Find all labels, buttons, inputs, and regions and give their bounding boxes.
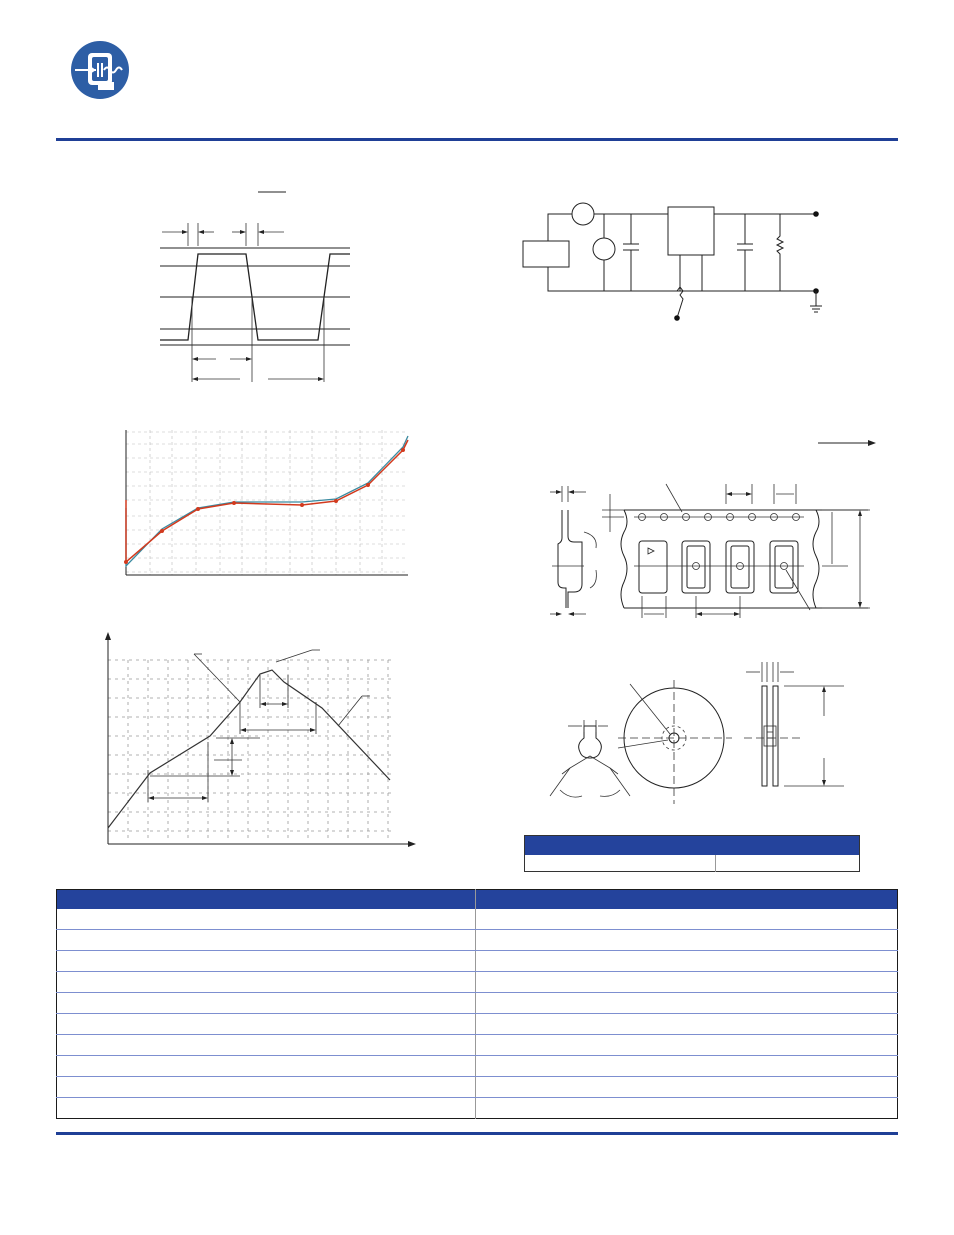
table-cell (476, 972, 898, 993)
table-cell (57, 1098, 476, 1119)
table-row (57, 1098, 898, 1119)
table-row (57, 909, 898, 930)
table-row (57, 993, 898, 1014)
table-row (57, 951, 898, 972)
waveform-diagram (150, 190, 360, 390)
table-header-cell (525, 836, 716, 856)
table-cell (476, 1035, 898, 1056)
table-header-cell (715, 836, 860, 856)
table-cell (476, 1077, 898, 1098)
crystal-oscillator-icon (70, 40, 130, 100)
table-cell (476, 1056, 898, 1077)
table-cell (57, 1056, 476, 1077)
table-cell (715, 855, 860, 872)
table-row (57, 1035, 898, 1056)
table-cell (476, 993, 898, 1014)
table-header-cell (57, 890, 476, 910)
curve-graph (120, 428, 412, 580)
table-header-row (57, 890, 898, 910)
table-cell (57, 1077, 476, 1098)
table-row (57, 1056, 898, 1077)
table-cell (57, 951, 476, 972)
feed-direction-arrow (818, 438, 878, 448)
table-cell (57, 909, 476, 930)
header-rule (56, 138, 898, 141)
table-header-cell (476, 890, 898, 910)
test-circuit-diagram (520, 200, 830, 325)
table-cell (476, 1014, 898, 1035)
table-cell (57, 930, 476, 951)
table-row (525, 855, 860, 872)
table-row (57, 1014, 898, 1035)
spec-table (56, 889, 898, 1119)
carrier-tape-diagram (538, 480, 878, 620)
table-row (57, 972, 898, 993)
table-cell (57, 1035, 476, 1056)
table-cell (57, 1014, 476, 1035)
table-cell (57, 993, 476, 1014)
table-header-row (525, 836, 860, 856)
table-cell (525, 855, 716, 872)
table-row (57, 1077, 898, 1098)
footer-rule (56, 1132, 898, 1135)
table-cell (476, 1098, 898, 1119)
table-cell (476, 930, 898, 951)
table-cell (476, 909, 898, 930)
table-cell (476, 951, 898, 972)
table-row (57, 930, 898, 951)
reflow-profile-chart (100, 630, 420, 850)
reel-diagram (540, 660, 860, 810)
company-logo (70, 40, 130, 100)
small-table (524, 835, 860, 872)
table-cell (57, 972, 476, 993)
